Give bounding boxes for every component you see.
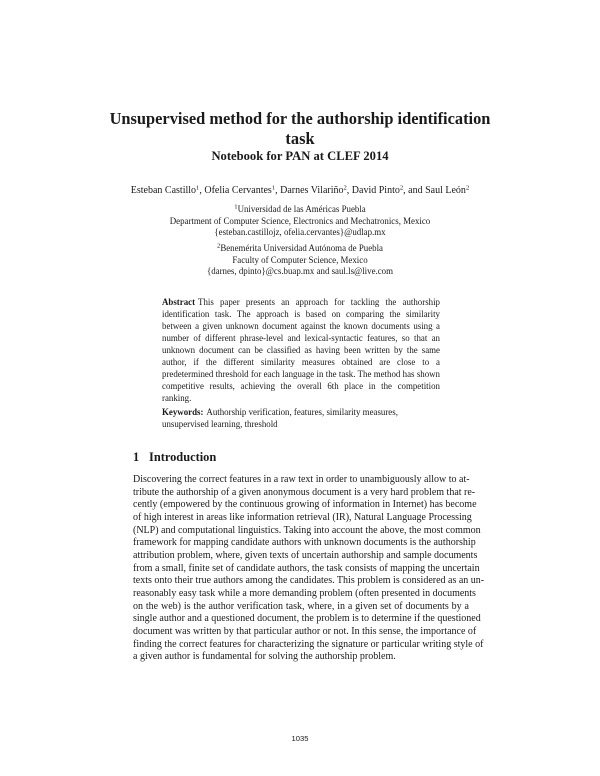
affiliation-institution: Universidad de las Américas Puebla bbox=[237, 204, 366, 214]
author-name: Saul León bbox=[425, 185, 466, 196]
author-name: David Pinto bbox=[351, 185, 400, 196]
paragraph-line: cently (empowered by the continuous growing of information in Internet) has become bbox=[133, 499, 477, 511]
paragraph-line: of high interest in areas like information retrieval (IR), Natural Language Processing bbox=[133, 511, 472, 523]
paragraph-line: (NLP) and computational linguistics. Taking into account the above, the most common bbox=[133, 524, 481, 536]
abstract-text: This paper presents an approach for tackling the authorship identification task. The approach is based on comparing the similarity between a given unknown document against the known documents using a number of different phrase-level and lexical-syntactic features, so that an unknown document can be classified as having been written by the same author, if the different similarity measures obtained are close to a predetermined threshold for each language in the task. The method has shown competitive results, achieving the overall 6th place in the competition ranking. bbox=[162, 297, 440, 403]
affiliation-1 bbox=[120, 204, 480, 239]
abstract-label: Abstract bbox=[162, 297, 196, 307]
paper-title: Unsupervised method for the authorship identification task bbox=[109, 109, 491, 148]
author-separator: , bbox=[199, 185, 205, 196]
affiliation-2 bbox=[120, 243, 480, 278]
paper-subtitle: Notebook for PAN at CLEF 2014 bbox=[211, 149, 389, 163]
paragraph-line: Discovering the correct features in a raw text in order to unambiguously allow to at- bbox=[133, 474, 470, 485]
paragraph-line: finding the correct features for characterizing the signature or particular writing style of bbox=[133, 638, 484, 650]
abstract-block bbox=[162, 296, 440, 404]
affiliation-department: Department of Computer Science, Electronics and Mechatronics, Mexico bbox=[169, 215, 431, 226]
author-separator: , bbox=[346, 185, 352, 196]
paragraph-line: framework for mapping candidate authors with unknown documents is the authorship bbox=[133, 537, 476, 549]
section-title: Introduction bbox=[149, 450, 217, 464]
paragraph-line: texts onto their true authors among the candidates. This problem is considered as an un- bbox=[133, 575, 485, 587]
author-affiliation-mark: 1 bbox=[271, 184, 276, 192]
paragraph-line: tribute the authorship of a given anonymous document is a very hard problem that re- bbox=[133, 486, 476, 498]
author-affiliation-mark: 2 bbox=[343, 184, 347, 192]
affiliation-emails: {darnes, dpinto}@cs.buap.mx and saul.ls@live.com bbox=[206, 266, 394, 276]
keywords-text: Authorship verification, features, similarity measures, unsupervised learning, threshold bbox=[162, 407, 398, 429]
paragraph-line: a given author is fundamental for solving the authorship problem. bbox=[133, 651, 396, 663]
affiliation-emails: {esteban.castillojz, ofelia.cervantes}@udlap.mx bbox=[214, 227, 386, 237]
paragraph-line: on the web) is the author verification task, where, in a given set of documents by a bbox=[133, 600, 469, 612]
author-name: Ofelia Cervantes bbox=[204, 185, 272, 196]
page-number: 1035 bbox=[291, 734, 309, 743]
affiliation-mark: 2 bbox=[217, 242, 221, 250]
section-heading bbox=[133, 450, 216, 465]
author-name: Darnes Vilariño bbox=[280, 185, 344, 196]
author-name: Esteban Castillo bbox=[130, 185, 197, 196]
author-affiliation-mark: 2 bbox=[399, 184, 404, 192]
paragraph-line: attribution problem, where, given texts of uncertain authorship and sample documents bbox=[133, 549, 478, 561]
section-number: 1 bbox=[133, 450, 140, 464]
paragraph-line: document was written by that particular author or not. In this sense, the importance of bbox=[133, 625, 477, 637]
author-affiliation-mark: 1 bbox=[196, 184, 200, 192]
keywords-label: Keywords: bbox=[162, 407, 204, 417]
author-list bbox=[60, 184, 540, 197]
keywords-block bbox=[162, 406, 440, 430]
paragraph-line: from a small, finite set of candidate authors, the task consists of mapping the uncertain bbox=[133, 562, 480, 574]
paragraph-line: reasonably easy task while a more demanding problem (often presented in documents bbox=[133, 587, 476, 599]
paragraph-line: single author and a questioned document, the problem is to determine if the questioned bbox=[133, 613, 481, 625]
affiliation-mark: 1 bbox=[234, 203, 238, 211]
author-separator: , and bbox=[403, 185, 426, 196]
author-separator: , bbox=[275, 185, 281, 196]
author-affiliation-mark: 2 bbox=[465, 184, 470, 192]
affiliation-institution: Benemérita Universidad Autónoma de Puebla bbox=[220, 243, 383, 253]
introduction-paragraph bbox=[133, 474, 485, 664]
affiliation-department: Faculty of Computer Science, Mexico bbox=[232, 254, 368, 265]
